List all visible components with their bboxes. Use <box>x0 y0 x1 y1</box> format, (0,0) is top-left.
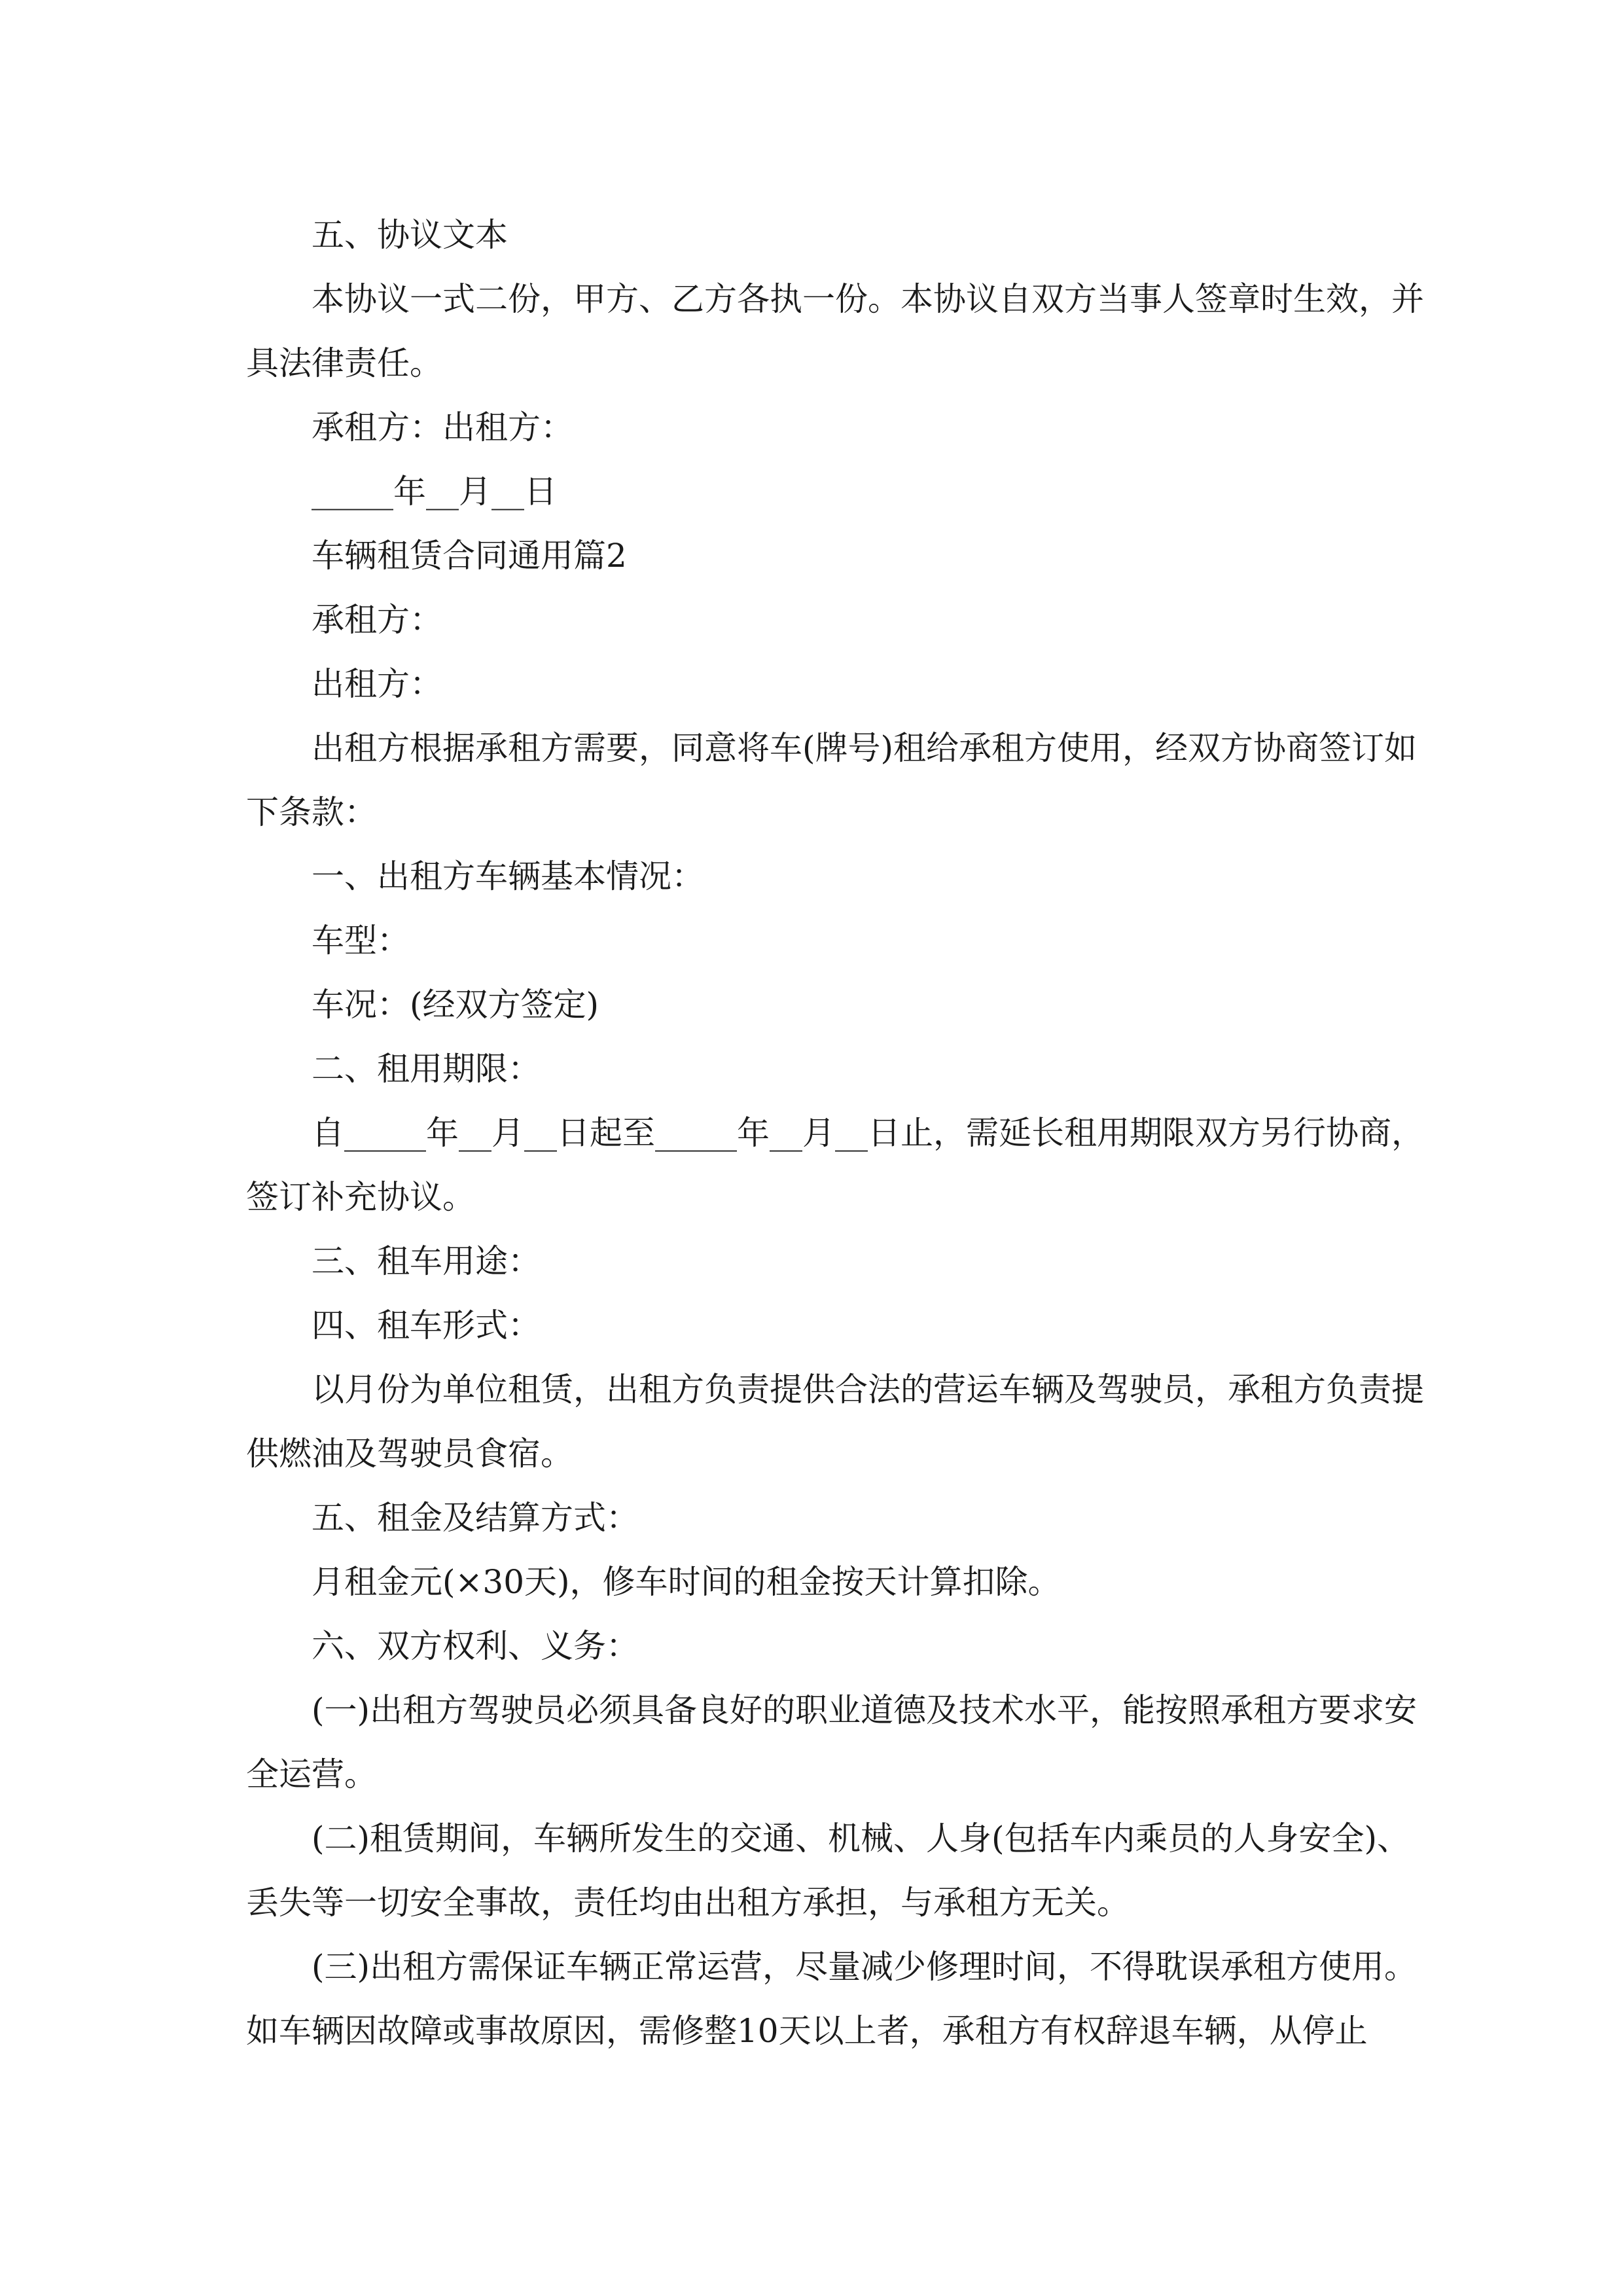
paragraph-term: 自_____年__月__日起至_____年__月__日止，需延长租用期限双方另行协商，签订补充协议。 <box>246 1114 1424 1216</box>
section-heading-rent: 五、租金及结算方式： <box>312 1499 639 1537</box>
lessor-label: 出租方： <box>312 665 442 703</box>
section-heading-agreement-text: 五、协议文本 <box>312 216 508 254</box>
section-heading-form: 四、租车形式： <box>312 1306 541 1344</box>
lessee-label: 承租方： <box>312 601 442 639</box>
paragraph-right-2: (二)租赁期间，车辆所发生的交通、机械、人身(包括车内乘员的人身安全)、丢失等一切安全事故，责任均由出租方承担，与承租方无关。 <box>246 1820 1410 1922</box>
signature-parties: 承租方：出租方： <box>312 408 573 446</box>
paragraph-right-3: (三)出租方需保证车辆正常运营，尽量减少修理时间，不得耽误承租方使用。如车辆因故障或事故原因，需修整10天以上者，承租方有权辞退车辆，从停止 <box>246 1948 1418 2050</box>
paragraph-copies: 本协议一式二份，甲方、乙方各执一份。本协议自双方当事人签章时生效，并具法律责任。 <box>246 280 1424 382</box>
paragraph-right-1: (一)出租方驾驶员必须具备良好的职业道德及技术水平，能按照承租方要求安全运营。 <box>246 1691 1418 1793</box>
vehicle-condition: 车况：(经双方签定) <box>312 986 599 1024</box>
document-body <box>246 203 1424 2063</box>
vehicle-model: 车型： <box>312 922 410 960</box>
date-line: _____年__月__日 <box>312 473 557 511</box>
paragraph-form: 以月份为单位租赁，出租方负责提供合法的营运车辆及驾驶员，承租方负责提供燃油及驾驶员食宿。 <box>246 1371 1424 1473</box>
section-heading-rights: 六、双方权利、义务： <box>312 1627 639 1665</box>
section-heading-term: 二、租用期限： <box>312 1050 541 1088</box>
paragraph-intro: 出租方根据承租方需要，同意将车(牌号)租给承租方使用，经双方协商签订如下条款： <box>246 729 1418 831</box>
section-heading-vehicle: 一、出租方车辆基本情况： <box>312 857 704 895</box>
section-heading-purpose: 三、租车用途： <box>312 1242 541 1280</box>
contract-title: 车辆租赁合同通用篇2 <box>312 537 627 575</box>
paragraph-rent: 月租金元(×30天)，修车时间的租金按天计算扣除。 <box>312 1563 1061 1601</box>
